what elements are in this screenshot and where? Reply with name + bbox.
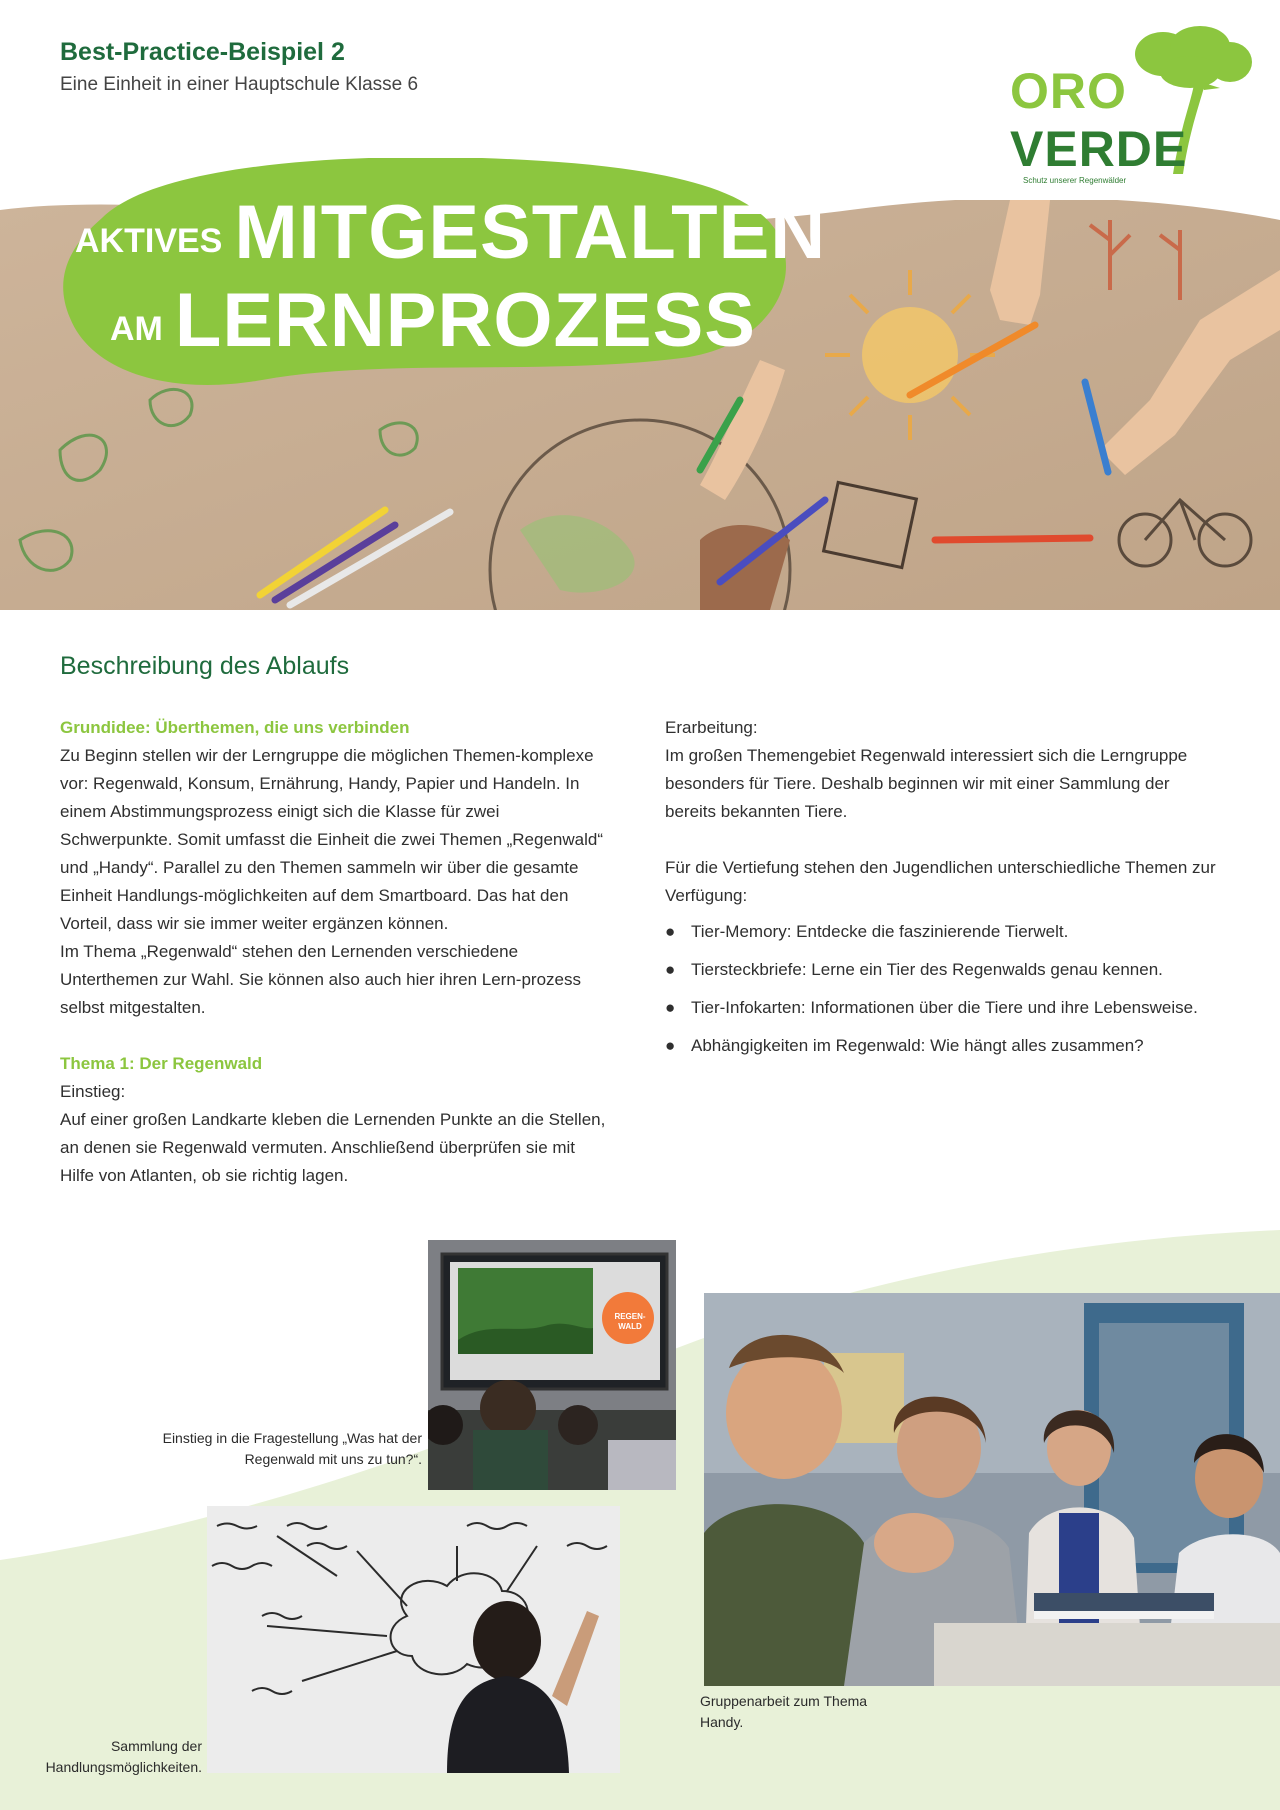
bullet-icon: ● [665, 922, 676, 941]
logo-oro: ORO [1010, 63, 1127, 119]
hero-title-small-2: AM [110, 310, 163, 348]
list-item: ● Tiersteckbriefe: Lerne ein Tier des Regenwalds genau kennen. [665, 956, 1225, 984]
caption-photo-2: Sammlung der Handlungsmöglichkeiten. [45, 1738, 202, 1775]
list-item: ● Tier-Infokarten: Informationen über die Tiere und ihre Lebensweise. [665, 994, 1225, 1022]
grundidee-text: Zu Beginn stellen wir der Lerngruppe die möglichen Themen-komplexe vor: Regenwald, Konsum, Ernährung, Handy, Papier und Handeln. In einem Abstimmungsprozess einigt sich die Klasse für zwei Schwerpunkte. Somit umfasst die Einheit die zwei Themen „Regenwald“ und „Handy“. Parallel zu den Themen sammeln wir über die gesamte Einheit Handlungs-möglichkeiten auf dem Smartboard. Das hat den Vorteil, dass wir sie immer weiter ergänzen können. [60, 746, 604, 933]
bullet-icon: ● [665, 1036, 676, 1055]
einstieg-label: Einstieg: [60, 1082, 126, 1101]
erarbeitung-text: Im großen Themengebiet Regenwald interessiert sich die Lerngruppe besonders für Tiere. Deshalb beginnen wir mit einer Sammlung der bereits bekannten Tiere. [665, 746, 1188, 821]
left-column [60, 714, 610, 1190]
caption-photo-3: Gruppenarbeit zum Thema Handy. [700, 1693, 868, 1730]
smartboard-badge: REGEN-WALD [614, 1312, 646, 1331]
oro-verde-logo [1005, 24, 1255, 184]
logo-tagline: Schutz unserer Regenwälder [1023, 176, 1127, 185]
vertiefung-text: Für die Vertiefung stehen den Jugendlichen unterschiedliche Themen zur Verfügung: [665, 858, 1216, 905]
section-title: Beschreibung des Ablaufs [60, 652, 350, 680]
document-subkicker: Eine Einheit in einer Hauptschule Klasse 6 [60, 74, 419, 95]
document-kicker: Best-Practice-Beispiel 2 [60, 38, 345, 66]
bullet-icon: ● [665, 960, 676, 979]
list-item: ● Abhängigkeiten im Regenwald: Wie hängt alles zusammen? [665, 1032, 1225, 1060]
einstieg-text: Auf einer großen Landkarte kleben die Lernenden Punkte an die Stellen, an denen sie Regenwald vermuten. Anschließend überprüfen sie mit Hilfe von Atlanten, ob sie richtig lagen. [60, 1110, 606, 1185]
photo-groupwork [704, 1293, 1280, 1686]
photo-whiteboard [207, 1506, 620, 1773]
groupwork-photo [704, 1293, 1280, 1686]
grundidee-text-2: Im Thema „Regenwald“ stehen den Lernenden verschiedene Unterthemen zur Wahl. Sie können also auch hier ihren Lern-prozess selbst mitgestalten. [60, 942, 581, 1017]
list-item: ● Tier-Memory: Entdecke die faszinierende Tierwelt. [665, 918, 1225, 946]
smartboard-photo [428, 1240, 676, 1490]
hero-title-big-1: MITGESTALTEN [234, 190, 827, 275]
thema1-heading: Thema 1: Der Regenwald [60, 1054, 263, 1073]
erarbeitung-label: Erarbeitung: [665, 718, 758, 737]
caption-photo-1: Einstieg in die Fragestellung „Was hat der Regenwald mit uns zu tun?“. [162, 1430, 422, 1467]
whiteboard-photo [207, 1506, 620, 1773]
hero-title-big-2: LERNPROZESS [174, 278, 756, 363]
grundidee-heading: Grundidee: Überthemen, die uns verbinden [60, 718, 410, 737]
vertiefung-list [665, 918, 1225, 1060]
bullet-icon: ● [665, 998, 676, 1017]
right-column [665, 714, 1225, 1070]
photo-smartboard [428, 1240, 676, 1490]
hero-title-small-1: AKTIVES [75, 222, 223, 260]
logo-verde: VERDE [1010, 121, 1188, 177]
